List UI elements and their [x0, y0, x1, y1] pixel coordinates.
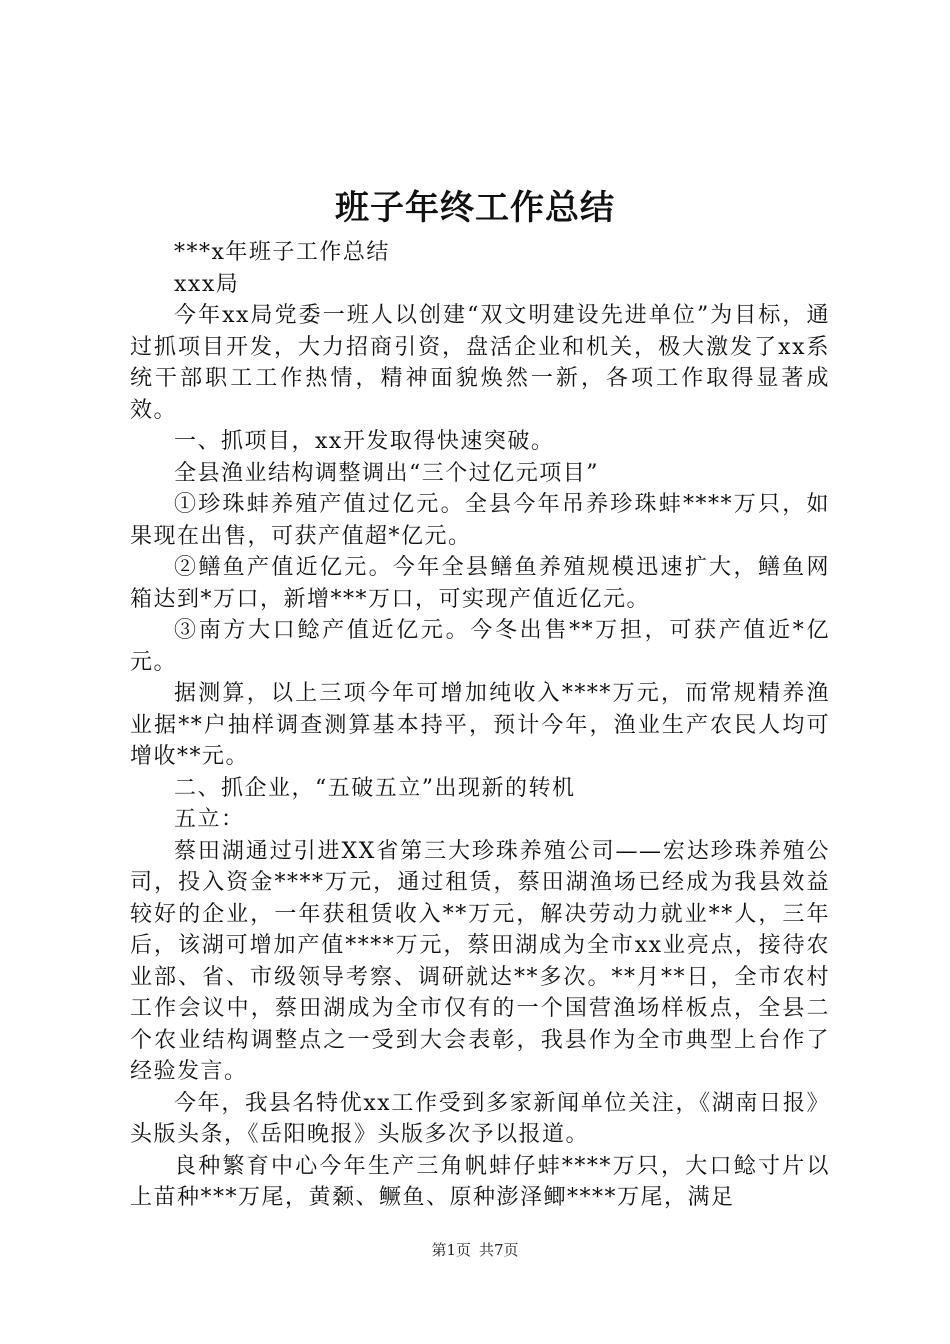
document-title: 班子年终工作总结	[335, 188, 615, 228]
paragraph: 五立：	[174, 807, 245, 832]
page-number: 第1页	[431, 1241, 471, 1259]
paragraph: ①珍珠蚌养殖产值过亿元。全县今年吊养珍珠蚌****万只，如果现在出售，可获产值超*亿元。	[130, 492, 830, 549]
paragraph: 蔡田湖通过引进XX省第三大珍珠养殖公司——宏达珍珠养殖公司，投入资金****万元，通过租赁，蔡田湖渔场已经成为我县效益较好的企业，一年获租赁收入**万元，解决劳动力就业**人，三年后，该湖可增加产值****万元，蔡田湖成为全市xx业亮点，接待农业部、省、市级领导考察、调研就达**多次。**月**日，全市农村工作会议中，蔡田湖成为全市仅有的一个国营渔场样板点，全县二个农业结构调整点之一受到大会表彰，我县作为全市典型上台作了经验发言。	[130, 838, 830, 1084]
paragraph: 据测算，以上三项今年可增加纯收入****万元，而常规精养渔业据**户抽样调查测算基本持平，预计今年，渔业生产农民人均可增收**元。	[130, 681, 830, 769]
paragraph-subtitle: ***x年班子工作总结	[174, 240, 390, 265]
paragraph: ③南方大口鲶产值近亿元。今冬出售**万担，可获产值近*亿元。	[130, 618, 830, 675]
document-body	[130, 237, 830, 1214]
paragraph: 良种繁育中心今年生产三角帆蚌仔蚌****万只，大口鲶寸片以上苗种***万尾，黄颡、鳜鱼、原种澎泽鲫****万尾，满足	[130, 1153, 830, 1210]
paragraph: 今年，我县名特优xx工作受到多家新闻单位关注，《湖南日报》头版头条，《岳阳晚报》头版多次予以报道。	[130, 1090, 830, 1147]
paragraph: 全县渔业结构调整调出“三个过亿元项目”	[174, 460, 599, 486]
page-total: 共7页	[479, 1241, 519, 1259]
paragraph: ②鳝鱼产值近亿元。今年全县鳝鱼养殖规模迅速扩大，鳝鱼网箱达到*万口，新增***万口，可实现产值近亿元。	[130, 555, 830, 612]
paragraph-section-heading: 一、抓项目，xx开发取得快速突破。	[174, 429, 555, 454]
paragraph-intro: 今年xx局党委一班人以创建“双文明建设先进单位”为目标，通过抓项目开发，大力招商引资，盘活企业和机关，极大激发了xx系统干部职工工作热情，精神面貌焕然一新，各项工作取得显著成效。	[130, 303, 830, 423]
page-footer	[0, 1240, 950, 1260]
paragraph-section-heading: 二、抓企业，“五破五立”出现新的转机	[174, 775, 576, 801]
paragraph-author: xxx局	[174, 271, 240, 297]
